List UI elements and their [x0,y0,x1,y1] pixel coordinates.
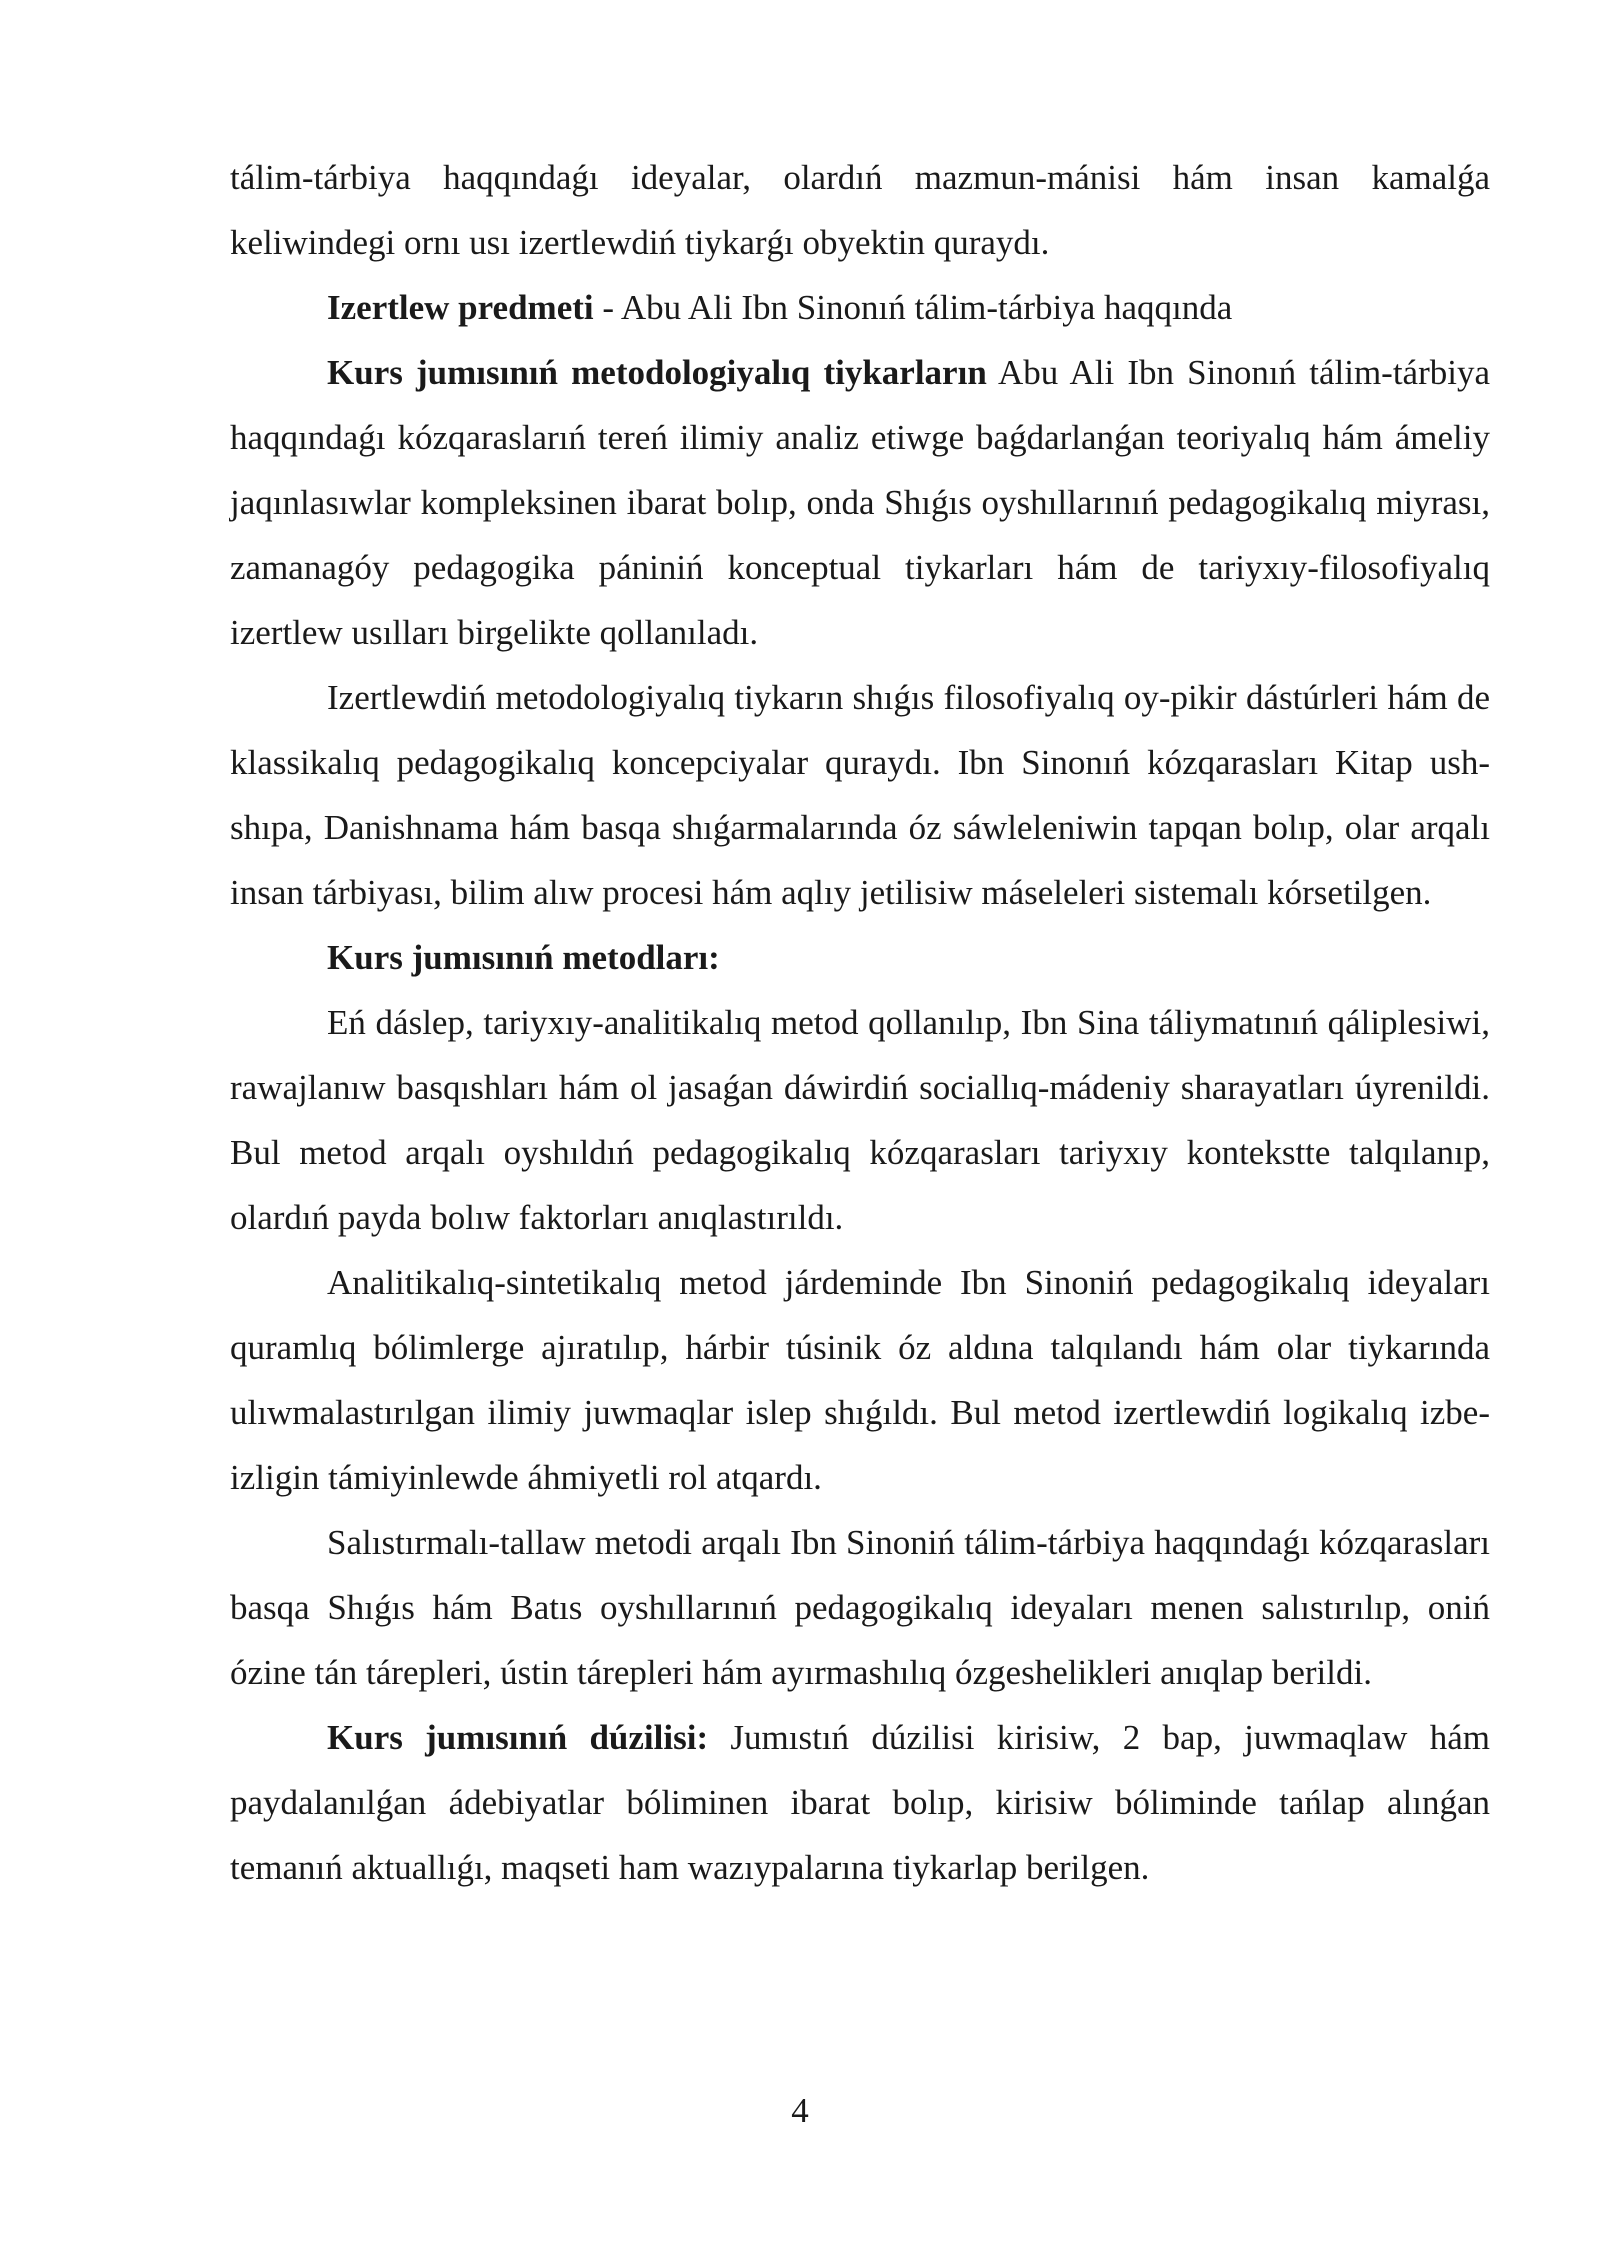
heading-methodology: Kurs jumısınıń metodologiyalıq tiykarların [327,353,987,392]
text-methodology: Abu Ali Ibn Sinonıń tálim-tárbiya haqqındaǵı kózqaraslarıń tereń ilimiy analiz etiwge baǵdarlanǵan teoriyalıq hám ámeliy jaqınlasıwlar kompleksinen ibarat bolıp, onda Shıǵıs oyshıllarınıń pedagogikalıq miyrası, zamanagóy pedagogika pániniń konceptual tiykarları hám de tariyxıy-filosofiyalıq izertlew usılları birgelikte qollanıladı. [230,353,1490,652]
paragraph-historical-method: Eń dáslep, tariyxıy-analitikalıq metod qollanılıp, Ibn Sina táliymatınıń qáliplesiwi, rawajlanıw basqıshları hám ol jasaǵan dáwirdiń sociallıq-mádeniy sharayatları úyrenildi. Bul metod arqalı oyshıldıń pedagogikalıq kózqarasları tariyxıy kontekstte talqılanıp, olardıń payda bolıw faktorları anıqlastırıldı. [230,1003,1490,1237]
paragraph-structure [230,1705,1490,1900]
heading-structure: Kurs jumısınıń dúzilisi: [327,1718,709,1757]
document-page [230,145,1490,1900]
heading-research-subject: Izertlew predmeti [327,288,594,327]
text-structure: Jumıstıń dúzilisi kirisiw, 2 bap, juwmaqlaw hám paydalanılǵan ádebiyatlar bóliminen ibarat bolıp, kirisiw bóliminde tańlap alınǵan temanıń aktuallıǵı, maqseti ham wazıypalarına tiykarlap berilgen. [230,1718,1491,1887]
paragraph-research-subject [230,275,1490,340]
text-research-subject: - Abu Ali Ibn Sinonıń tálim-tárbiya haqqında [593,288,1233,327]
heading-methods: Kurs jumısınıń metodları: [327,938,720,977]
paragraph-methods-heading [230,925,1490,990]
paragraph-analytic-method: Analitikalıq-sintetikalıq metod járdeminde Ibn Sinoniń pedagogikalıq ideyaları quramlıq bólimlerge ajıratılıp, hárbir túsinik óz aldına talqılandı hám olar tiykarında ulıwmalastırılgan ilimiy juwmaqlar islep shıǵıldı. Bul metod izertlewdiń logikalıq izbe-izligin támiyinlewde áhmiyetli rol atqardı. [230,1263,1490,1497]
paragraph-intro: tálim-tárbiya haqqındaǵı ideyalar, olardıń mazmun-mánisi hám insan kamalǵa keliwindegi ornı usı izertlewdiń tiykarǵı obyektin quraydı. [230,158,1490,262]
paragraph-comparative-method: Salıstırmalı-tallaw metodi arqalı Ibn Sinoniń tálim-tárbiya haqqındaǵı kózqarasları basqa Shıǵıs hám Batıs oyshıllarınıń pedagogikalıq ideyaları menen salıstırılıp, oniń ózine tán tárepleri, ústin tárepleri hám ayırmashılıq ózgeshelikleri anıqlap berildi. [230,1523,1490,1692]
page-number: 4 [791,2091,809,2130]
paragraph-methodology [230,340,1490,665]
paragraph-methodological-basis: Izertlewdiń metodologiyalıq tiykarın shıǵıs filosofiyalıq oy-pikir dástúrleri hám de klassikalıq pedagogikalıq koncepciyalar quraydı. Ibn Sinonıń kózqarasları Kitap ush-shıpa, Danishnama hám basqa shıǵarmalarında óz sáwleleniwin tapqan bolıp, olar arqalı insan tárbiyası, bilim alıw procesi hám aqlıy jetilisiw máseleleri sistemalı kórsetilgen. [230,678,1490,912]
